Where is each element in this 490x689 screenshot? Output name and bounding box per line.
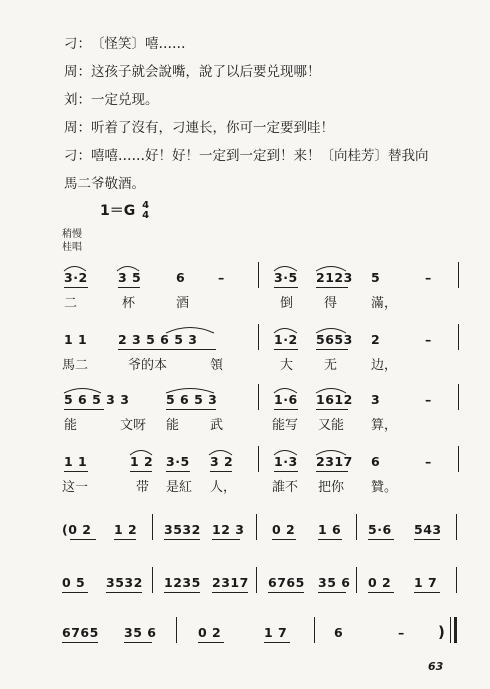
lyric: 人， bbox=[210, 480, 237, 495]
beam bbox=[118, 287, 140, 288]
note-group: 6765 bbox=[268, 575, 305, 590]
note-group: 2123 bbox=[316, 270, 353, 285]
note-group: 0 2 bbox=[272, 522, 296, 537]
note-group: (0 2 bbox=[62, 522, 92, 537]
page-number: 63 bbox=[428, 660, 444, 673]
beam bbox=[210, 471, 232, 472]
line-text: 〔怪笑〕嘻…… bbox=[91, 36, 186, 52]
note-group: 2317 bbox=[212, 575, 249, 590]
beam bbox=[368, 539, 394, 540]
note-group: – bbox=[425, 392, 432, 407]
beam bbox=[164, 539, 200, 540]
note-group: 1 1 bbox=[64, 454, 88, 469]
lyric: 得 bbox=[324, 296, 338, 311]
beam bbox=[124, 642, 152, 643]
lyric: 領 bbox=[210, 358, 224, 373]
note-group: 6765 bbox=[62, 625, 99, 640]
barline bbox=[256, 514, 257, 540]
note-group: 0 2 bbox=[368, 575, 392, 590]
note-group: 1235 bbox=[164, 575, 201, 590]
barline bbox=[458, 324, 459, 350]
lyric: 把你 bbox=[318, 480, 345, 495]
note-group: 1·3 bbox=[274, 454, 298, 469]
note-group: 2317 bbox=[316, 454, 353, 469]
note-group: 3·5 bbox=[274, 270, 298, 285]
note-group: – bbox=[425, 332, 432, 347]
barline bbox=[152, 514, 153, 540]
beam bbox=[274, 409, 298, 410]
beam bbox=[274, 349, 298, 350]
speaker: 刁： bbox=[64, 36, 91, 52]
note-group: 1 1 bbox=[64, 332, 88, 347]
beam bbox=[318, 592, 346, 593]
line-text: 这孩子就会說嘴，說了以后要兑现哪！ bbox=[91, 64, 321, 80]
note-group: 3 5 bbox=[118, 270, 142, 285]
beam bbox=[64, 409, 104, 410]
note-group: – bbox=[398, 625, 405, 640]
time-unit: 4 bbox=[142, 210, 150, 221]
note-group: 1 2 bbox=[130, 454, 154, 469]
barline bbox=[458, 262, 459, 288]
close-paren: ) bbox=[438, 623, 446, 641]
beam bbox=[130, 471, 152, 472]
note-group: 5653 bbox=[316, 332, 353, 347]
note-group: 543 bbox=[414, 522, 442, 537]
lyric: 滿， bbox=[371, 296, 398, 311]
note-group: 1 7 bbox=[264, 625, 288, 640]
lyric: 二 bbox=[64, 296, 78, 311]
beam bbox=[414, 592, 440, 593]
beam bbox=[62, 592, 88, 593]
lyric: 是紅 bbox=[166, 480, 193, 495]
lyric: 誰不 bbox=[272, 480, 299, 495]
lyric: 武 bbox=[210, 418, 224, 433]
barline bbox=[176, 617, 177, 643]
beam bbox=[316, 349, 348, 350]
beam bbox=[316, 287, 348, 288]
beam bbox=[368, 592, 394, 593]
singer-marking: 桂唱 bbox=[62, 242, 82, 253]
beam bbox=[212, 592, 248, 593]
barline bbox=[456, 567, 457, 593]
speaker: 周： bbox=[64, 64, 91, 80]
barline bbox=[356, 514, 357, 540]
lyric: 大 bbox=[280, 358, 294, 373]
barline bbox=[256, 567, 257, 593]
note-group: 6 bbox=[176, 270, 186, 285]
speaker: 刘： bbox=[64, 92, 91, 108]
beam bbox=[164, 592, 200, 593]
note-group: 6 bbox=[371, 454, 381, 469]
note-group: 0 2 bbox=[198, 625, 222, 640]
line-text: 馬二爷敬酒。 bbox=[64, 176, 145, 192]
beam bbox=[274, 471, 298, 472]
barline bbox=[356, 567, 357, 593]
beam bbox=[166, 471, 190, 472]
beam bbox=[316, 409, 348, 410]
lyric: 这一 bbox=[62, 480, 89, 495]
beam bbox=[272, 539, 296, 540]
note-group: 5 bbox=[371, 270, 381, 285]
beam bbox=[264, 642, 290, 643]
time-beats: 4 bbox=[142, 200, 150, 211]
note-group: 1·2 bbox=[274, 332, 298, 347]
note-group: – bbox=[425, 454, 432, 469]
note-group: 3·5 bbox=[166, 454, 190, 469]
lyric: 贊。 bbox=[371, 480, 398, 495]
barline bbox=[258, 324, 259, 350]
note-group: 3 2 bbox=[210, 454, 234, 469]
lyric: 又能 bbox=[318, 418, 345, 433]
note-group: 1612 bbox=[316, 392, 353, 407]
lyric: 能 bbox=[166, 418, 180, 433]
line-text: 嘻嘻……好！好！一定到一定到！来！〔向桂芳〕替我向 bbox=[91, 148, 429, 164]
lyric: 带 bbox=[136, 480, 150, 495]
note-group: 3532 bbox=[106, 575, 143, 590]
barline bbox=[450, 617, 451, 643]
note-group: – bbox=[425, 270, 432, 285]
beam bbox=[212, 539, 240, 540]
speaker: 周： bbox=[64, 120, 91, 136]
beam bbox=[118, 349, 216, 350]
note-group: 5 6 5 3 bbox=[166, 392, 218, 407]
key-label: 1＝G bbox=[100, 203, 136, 219]
beam bbox=[316, 471, 348, 472]
barline bbox=[258, 262, 259, 288]
note-group: 1 7 bbox=[414, 575, 438, 590]
beam bbox=[198, 642, 224, 643]
lyric: 馬二 bbox=[62, 358, 89, 373]
note-group: 1 6 bbox=[318, 522, 342, 537]
note-group: – bbox=[218, 270, 225, 285]
note-group: 35 6 bbox=[124, 625, 157, 640]
note-group: 1 2 bbox=[114, 522, 138, 537]
note-group: 5 6 5 3 3 bbox=[64, 392, 130, 407]
note-group: 3 bbox=[371, 392, 381, 407]
beam bbox=[114, 539, 136, 540]
note-group: 2 bbox=[371, 332, 381, 347]
line-text: 听着了沒有，刁連长，你可一定要到哇！ bbox=[91, 120, 334, 136]
lyric: 算， bbox=[371, 418, 398, 433]
lyric: 酒 bbox=[176, 296, 190, 311]
lyric: 爷的本 bbox=[128, 358, 168, 373]
lyric: 能 bbox=[64, 418, 78, 433]
note-group: 35 6 bbox=[318, 575, 351, 590]
barline bbox=[458, 384, 459, 410]
beam bbox=[318, 539, 342, 540]
note-group: 3·2 bbox=[64, 270, 88, 285]
lyric: 倒 bbox=[280, 296, 294, 311]
lyric: 边， bbox=[371, 358, 398, 373]
note-group: 3532 bbox=[164, 522, 201, 537]
barline bbox=[458, 446, 459, 472]
note-group: 1·6 bbox=[274, 392, 298, 407]
beam bbox=[414, 539, 440, 540]
barline bbox=[456, 514, 457, 540]
note-group: 5·6 bbox=[368, 522, 392, 537]
lyric: 无 bbox=[324, 358, 338, 373]
tempo-marking: 稍慢 bbox=[62, 229, 82, 240]
barline bbox=[314, 617, 315, 643]
note-group: 12 3 bbox=[212, 522, 245, 537]
barline bbox=[152, 567, 153, 593]
lyric: 能写 bbox=[272, 418, 299, 433]
lyric: 杯 bbox=[122, 296, 136, 311]
beam bbox=[64, 471, 88, 472]
speaker: 刁： bbox=[64, 148, 91, 164]
final-barline bbox=[454, 617, 457, 643]
beam bbox=[106, 592, 142, 593]
line-text: 一定兑现。 bbox=[91, 92, 159, 108]
note-group: 2 3 5 6 5 3 bbox=[118, 332, 198, 347]
lyric: 文呀 bbox=[120, 418, 147, 433]
beam bbox=[62, 642, 98, 643]
barline bbox=[258, 446, 259, 472]
beam bbox=[70, 539, 96, 540]
note-group: 6 bbox=[334, 625, 344, 640]
barline bbox=[258, 384, 259, 410]
beam bbox=[166, 409, 216, 410]
beam bbox=[274, 287, 298, 288]
beam bbox=[268, 592, 304, 593]
beam bbox=[64, 287, 88, 288]
note-group: 0 5 bbox=[62, 575, 86, 590]
